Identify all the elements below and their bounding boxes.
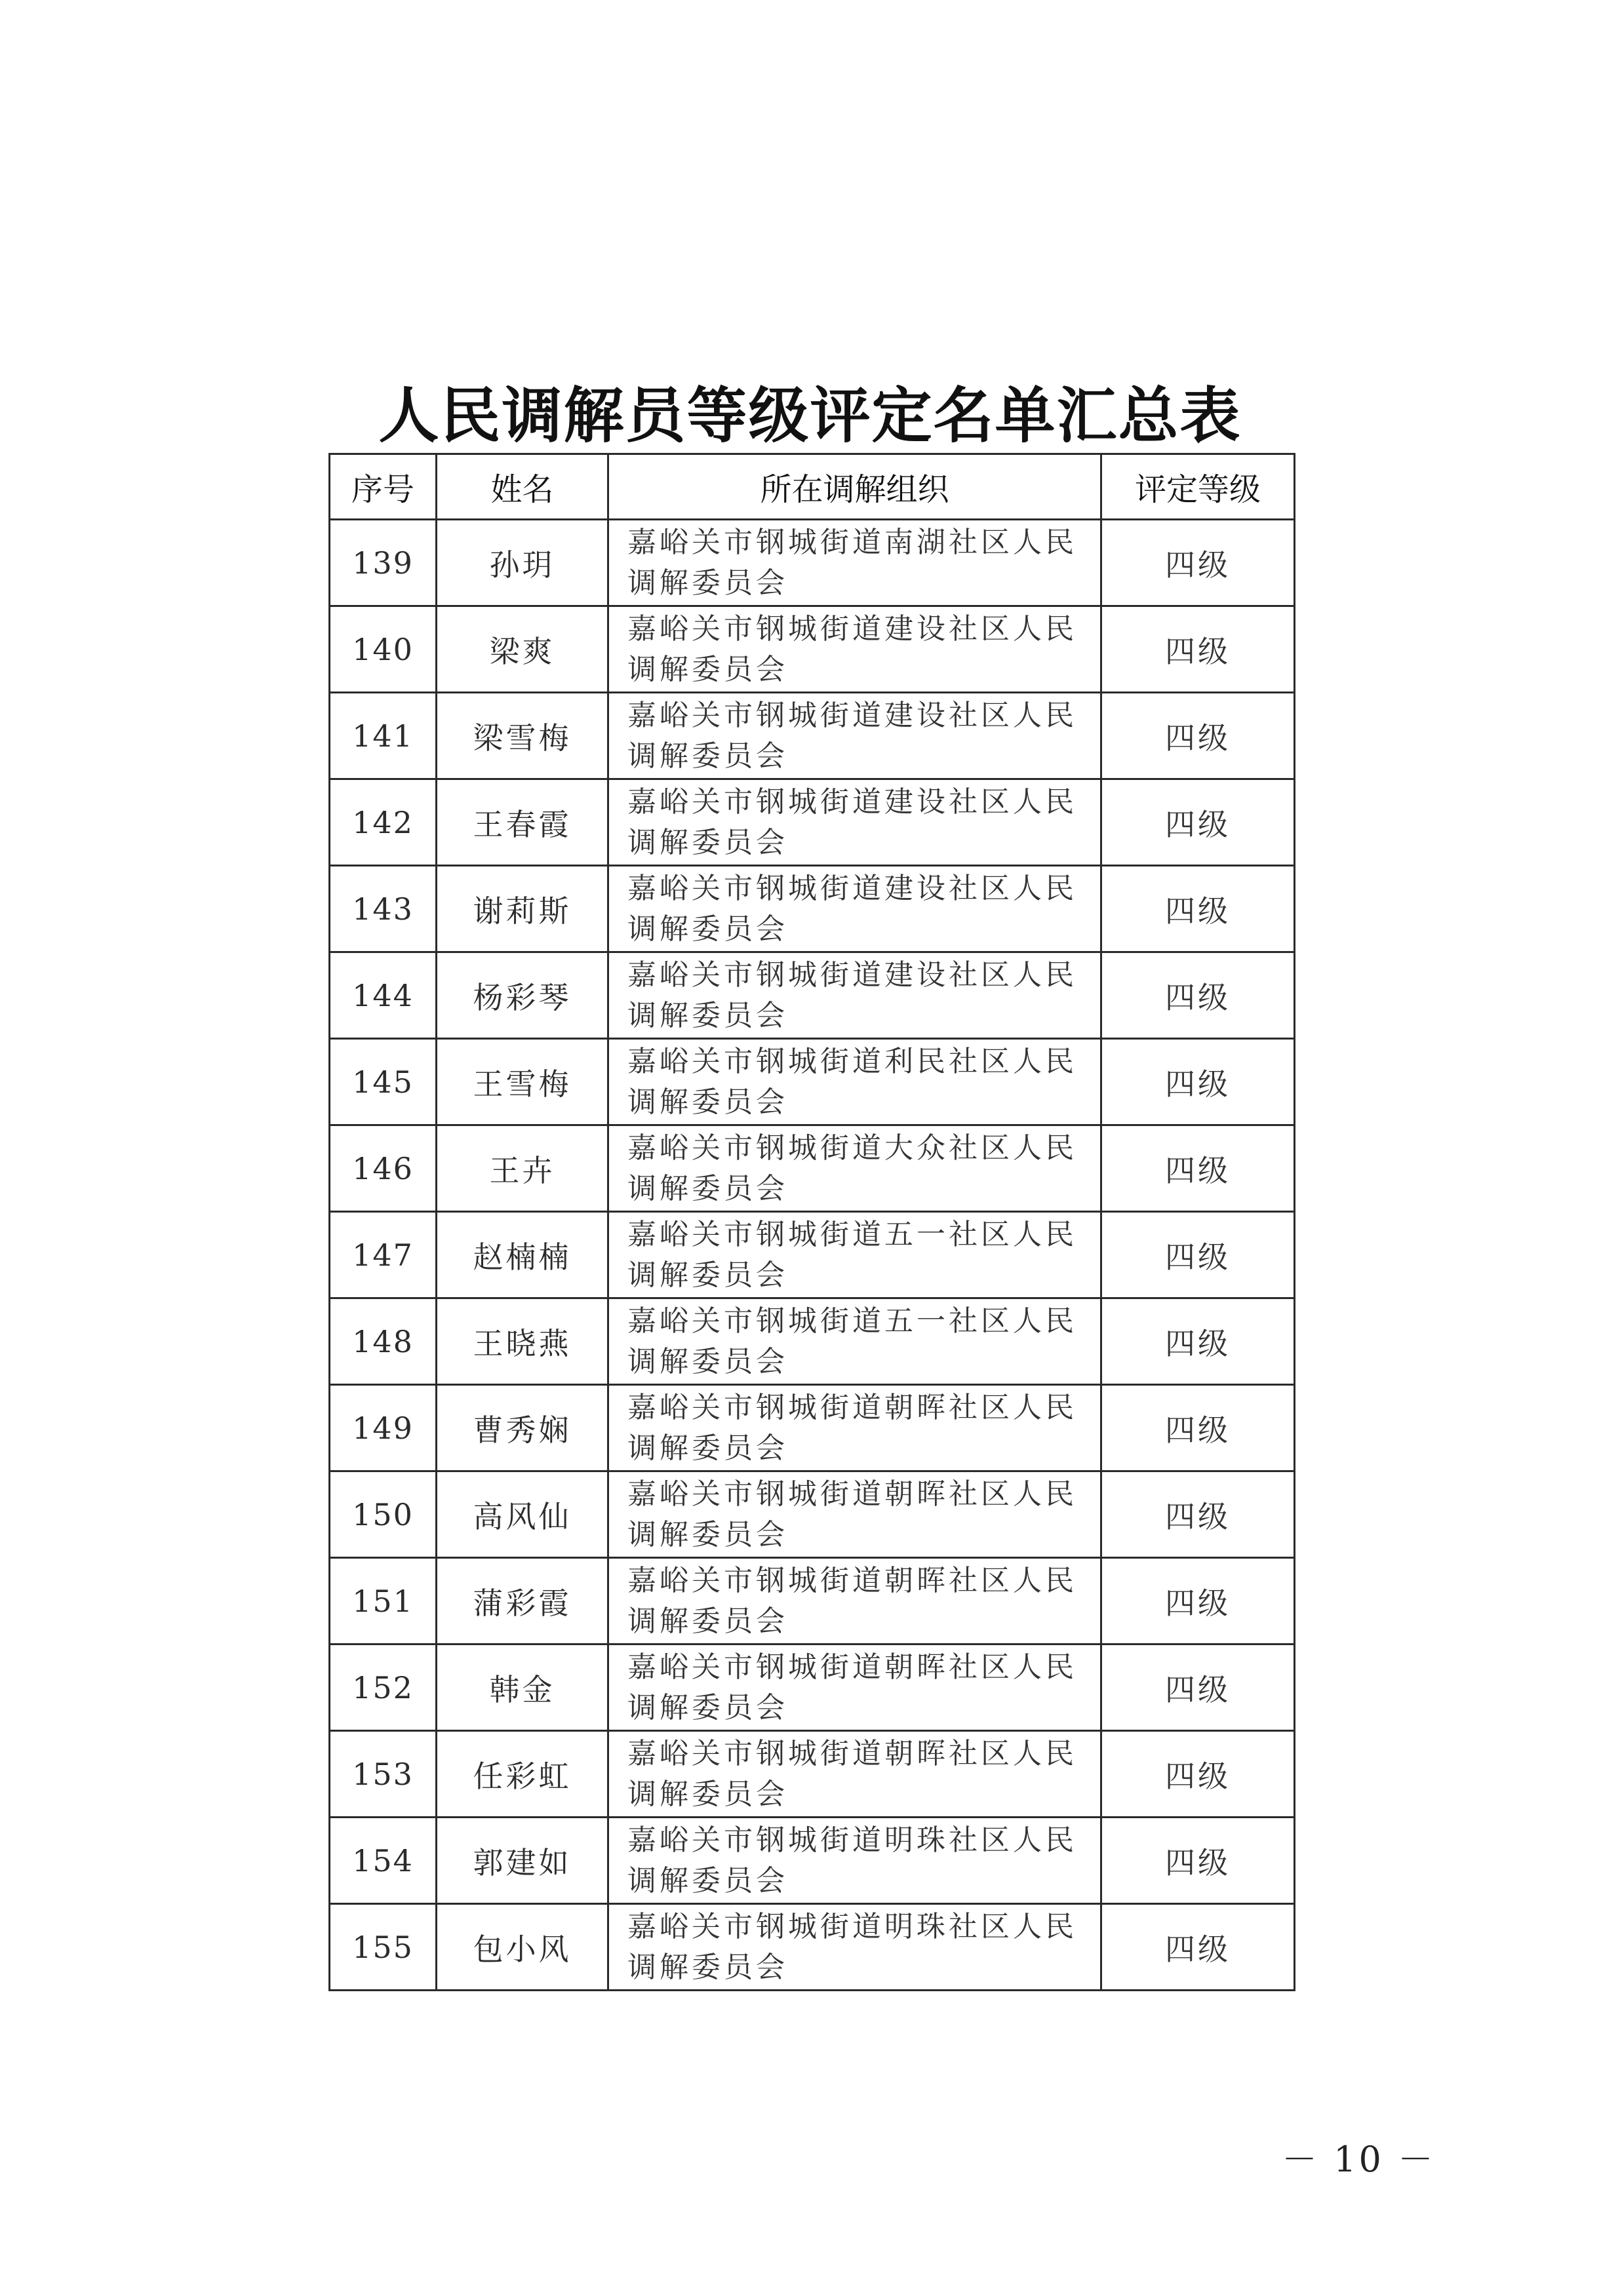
cell-no: 144: [330, 952, 437, 1039]
cell-no: 145: [330, 1039, 437, 1125]
table-row: [330, 1298, 1295, 1385]
cell-org: 嘉峪关市钢城街道明珠社区人民调解委员会: [608, 1818, 1101, 1904]
table-row: [330, 1385, 1295, 1471]
cell-no: 152: [330, 1644, 437, 1731]
cell-name: 王春霞: [437, 779, 608, 866]
cell-no: 147: [330, 1212, 437, 1298]
cell-name: 梁爽: [437, 606, 608, 693]
cell-level: 四级: [1101, 1731, 1295, 1818]
table-row: [330, 1212, 1295, 1298]
cell-name: 王雪梅: [437, 1039, 608, 1125]
cell-name: 曹秀娴: [437, 1385, 608, 1471]
table-row: [330, 693, 1295, 779]
cell-name: 高风仙: [437, 1471, 608, 1558]
cell-org: 嘉峪关市钢城街道明珠社区人民调解委员会: [608, 1904, 1101, 1991]
cell-org: 嘉峪关市钢城街道大众社区人民调解委员会: [608, 1125, 1101, 1212]
cell-level: 四级: [1101, 1558, 1295, 1644]
cell-name: 梁雪梅: [437, 693, 608, 779]
cell-no: 140: [330, 606, 437, 693]
table-row: [330, 952, 1295, 1039]
cell-level: 四级: [1101, 1298, 1295, 1385]
cell-level: 四级: [1101, 1818, 1295, 1904]
page-number: － 10 －: [1282, 2139, 1436, 2180]
table-row: [330, 1471, 1295, 1558]
cell-level: 四级: [1101, 520, 1295, 606]
table-row: [330, 866, 1295, 952]
cell-org: 嘉峪关市钢城街道建设社区人民调解委员会: [608, 693, 1101, 779]
cell-org: 嘉峪关市钢城街道五一社区人民调解委员会: [608, 1298, 1101, 1385]
cell-no: 139: [330, 520, 437, 606]
cell-name: 韩金: [437, 1644, 608, 1731]
cell-org: 嘉峪关市钢城街道五一社区人民调解委员会: [608, 1212, 1101, 1298]
cell-no: 154: [330, 1818, 437, 1904]
cell-org: 嘉峪关市钢城街道建设社区人民调解委员会: [608, 779, 1101, 866]
cell-level: 四级: [1101, 1644, 1295, 1731]
table-row: [330, 779, 1295, 866]
cell-org: 嘉峪关市钢城街道南湖社区人民调解委员会: [608, 520, 1101, 606]
cell-org: 嘉峪关市钢城街道朝晖社区人民调解委员会: [608, 1471, 1101, 1558]
table-row: [330, 520, 1295, 606]
cell-org: 嘉峪关市钢城街道朝晖社区人民调解委员会: [608, 1731, 1101, 1818]
cell-no: 149: [330, 1385, 437, 1471]
document-title: 人民调解员等级评定名单汇总表: [378, 379, 1242, 451]
header-org: 所在调解组织: [608, 454, 1101, 520]
header-no: 序号: [330, 454, 437, 520]
cell-name: 蒲彩霞: [437, 1558, 608, 1644]
cell-no: 155: [330, 1904, 437, 1991]
cell-name: 谢莉斯: [437, 866, 608, 952]
cell-level: 四级: [1101, 1125, 1295, 1212]
mediator-roster-table: [328, 453, 1295, 1991]
cell-name: 王晓燕: [437, 1298, 608, 1385]
table-row: [330, 1644, 1295, 1731]
cell-level: 四级: [1101, 779, 1295, 866]
cell-org: 嘉峪关市钢城街道朝晖社区人民调解委员会: [608, 1385, 1101, 1471]
cell-level: 四级: [1101, 693, 1295, 779]
table-row: [330, 1039, 1295, 1125]
cell-no: 150: [330, 1471, 437, 1558]
cell-name: 杨彩琴: [437, 952, 608, 1039]
cell-no: 142: [330, 779, 437, 866]
header-level: 评定等级: [1101, 454, 1295, 520]
table-row: [330, 1731, 1295, 1818]
table-row: [330, 1125, 1295, 1212]
header-name: 姓名: [437, 454, 608, 520]
table-row: [330, 1904, 1295, 1991]
cell-level: 四级: [1101, 1471, 1295, 1558]
cell-level: 四级: [1101, 1212, 1295, 1298]
cell-level: 四级: [1101, 952, 1295, 1039]
table-row: [330, 606, 1295, 693]
cell-org: 嘉峪关市钢城街道建设社区人民调解委员会: [608, 606, 1101, 693]
cell-name: 郭建如: [437, 1818, 608, 1904]
cell-level: 四级: [1101, 606, 1295, 693]
cell-org: 嘉峪关市钢城街道建设社区人民调解委员会: [608, 952, 1101, 1039]
table-row: [330, 1558, 1295, 1644]
cell-name: 孙玥: [437, 520, 608, 606]
cell-org: 嘉峪关市钢城街道朝晖社区人民调解委员会: [608, 1644, 1101, 1731]
cell-name: 任彩虹: [437, 1731, 608, 1818]
cell-no: 153: [330, 1731, 437, 1818]
cell-level: 四级: [1101, 1385, 1295, 1471]
cell-org: 嘉峪关市钢城街道朝晖社区人民调解委员会: [608, 1558, 1101, 1644]
cell-name: 包小风: [437, 1904, 608, 1991]
cell-name: 王卉: [437, 1125, 608, 1212]
cell-org: 嘉峪关市钢城街道建设社区人民调解委员会: [608, 866, 1101, 952]
cell-no: 141: [330, 693, 437, 779]
cell-no: 143: [330, 866, 437, 952]
cell-level: 四级: [1101, 866, 1295, 952]
cell-level: 四级: [1101, 1904, 1295, 1991]
cell-no: 146: [330, 1125, 437, 1212]
table-header-row: [330, 454, 1295, 520]
cell-org: 嘉峪关市钢城街道利民社区人民调解委员会: [608, 1039, 1101, 1125]
table-row: [330, 1818, 1295, 1904]
cell-level: 四级: [1101, 1039, 1295, 1125]
cell-name: 赵楠楠: [437, 1212, 608, 1298]
cell-no: 151: [330, 1558, 437, 1644]
cell-no: 148: [330, 1298, 437, 1385]
